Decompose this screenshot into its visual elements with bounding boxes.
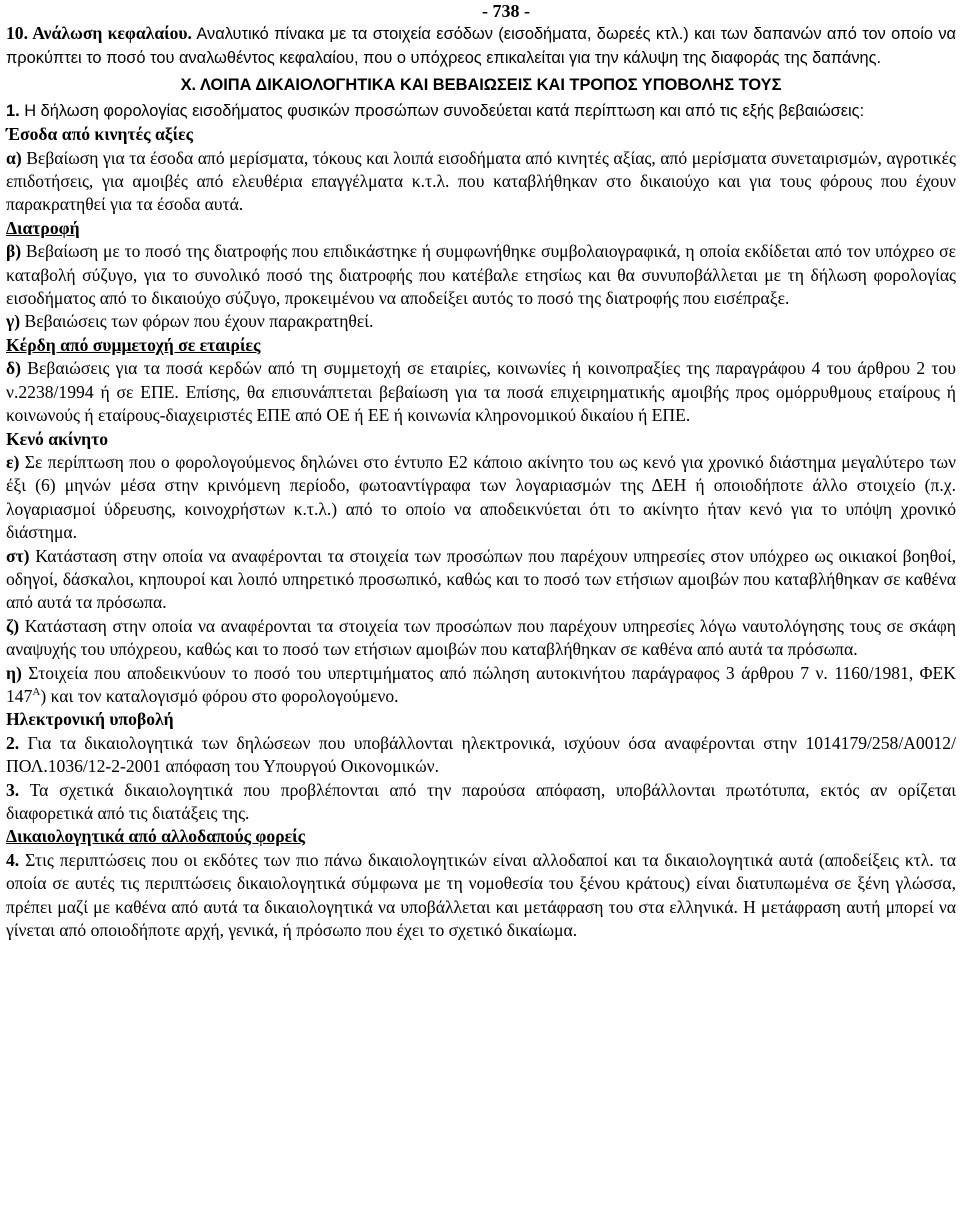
item-i-superscript: Α (32, 686, 41, 699)
item-i-text-before: Στοιχεία που αποδεικνύουν το ποσό του υπερτιμήματος από πώληση αυτοκινήτου παράγραφος 3 άρθρου 7 ν. 1160/1981, ΦΕΚ 147 (6, 662, 956, 706)
item-e-text: Σε περίπτωση που ο φορολογούμενος δηλώνει στο έντυπο Ε2 κάποιο ακίνητο του ως κενό για χρονικό διάστημα μεγαλύτερο των έξι (6) μηνών μέσα στην κρινόμενη περίοδο, φωτοαντίγραφα των λογαριασμών της ΔΕΗ ή οποιοδήποτε άλλο στοιχείο (π.χ. λογαριασμοί ύδρευσης, κοινοχρήστων κ.τ.λ.) από το οποίο να αποδεικνύεται ότι το ακίνητο ήταν κενό για το υπόψη χρονικό διάστημα. (6, 451, 956, 543)
item-b-label: β) (6, 241, 22, 262)
heading-electronic-submission: Ηλεκτρονική υποβολή (6, 709, 174, 730)
intro-text: Αναλυτικό πίνακα με τα στοιχεία εσόδων (εισοδήματα, δωρεές κτλ.) και των δαπανών από τον οποίο να προκύπτει το ποσό του αναλωθέντος κεφαλαίου, που ο υπόχρεος επικαλείται για την κάλυψη της διαφοράς της δαπάνης. (6, 25, 957, 68)
item-i-label: η) (6, 662, 22, 683)
section-title: Χ. ΛΟΙΠΑ ΔΙΚΑΙΟΛΟΓΗΤΙΚΑ ΚΑΙ ΒΕΒΑΙΩΣΕΙΣ ΚΑΙ ΤΡΟΠΟΣ ΥΠΟΒΟΛΗΣ ΤΟΥΣ (180, 75, 782, 94)
item-a-label: α) (6, 147, 22, 168)
item-i-text-after: ) και τον καταλογισμό φόρου στο φορολογούμενο. (40, 685, 399, 706)
item-z-text: Κατάσταση στην οποία να αναφέρονται τα στοιχεία των προσώπων που παρέχουν υπηρεσίες λόγω ναυτολόγησης τους σε σκάφη αναψυχής του υπόχρεου, καθώς και το ποσό των ετήσιων αμοιβών που καταβλήθηκαν σε καθένα από αυτά τα πρόσωπα. (6, 615, 956, 660)
heading-foreign-documents: Δικαιολογητικά από αλλοδαπούς φορείς (6, 826, 305, 847)
item-e-label: ε) (6, 451, 20, 472)
item-st (6, 545, 956, 615)
intro-number: 10. Ανάλωση κεφαλαίου. (6, 23, 192, 43)
item-i (6, 662, 956, 709)
paragraph-3-text: Τα σχετικά δικαιολογητικά που προβλέπονται από την παρούσα απόφαση, υποβάλλονται πρωτότυπα, εκτός αν ορίζεται διαφορετικά από τις διατάξεις της. (6, 779, 956, 823)
paragraph-3 (6, 779, 956, 826)
item-a (6, 147, 956, 217)
heading-vacant-property: Κενό ακίνητο (6, 428, 109, 449)
item-d-text: Βεβαιώσεις για τα ποσά κερδών από τη συμμετοχή σε εταιρίες, κοινωνίες ή κοινοπραξίες της παραγράφου 4 του άρθρου 2 του ν.2238/1994 ή σε ΕΠΕ. Επίσης, θα επισυνάπτεται βεβαίωση για τα ποσά επιχειρηματικής αμοιβής προς ομόρρυθμους εταίρους ή κοινωνούς ή εταίρους-διαχειριστές ΕΠΕ από ΟΕ ή ΕΕ ή κοινωνία κληρονομικού δικαίου ή ΕΠΕ. (6, 358, 956, 426)
item-z (6, 615, 956, 662)
paragraph-1 (6, 99, 956, 123)
page-number: - 738 - (482, 1, 530, 21)
item-e (6, 451, 956, 545)
item-a-text: Βεβαίωση για τα έσοδα από μερίσματα, τόκους και λοιπά εισοδήματα από κινητές αξίας, από μερίσματα συνεταιρισμών, αγροτικές επιδοτήσεις, για αμοιβές από ελευθέρια επαγγέλματα κ.τ.λ. που καταβλήθηκαν στο δικαιούχο και για τους φόρους που έχουν παρακρατηθεί για τα έσοδα αυτά. (6, 147, 956, 215)
item-d-label: δ) (6, 358, 21, 379)
paragraph-1-number: 1. (6, 101, 20, 120)
heading-movable-assets: Έσοδα από κινητές αξίες (6, 124, 194, 145)
heading-alimony: Διατροφή (6, 217, 80, 238)
item-b-text: Βεβαίωση με το ποσό της διατροφής που επιδικάστηκε ή συμφωνήθηκε συμβολαιογραφικά, η οποία εκδίδεται από τον υπόχρεο σε καταβολή σύζυγο, για το συνολικό ποσό της διατροφής που κατέβαλε ετησίως και θα συνυποβάλλεται με τη δήλωση φορολογίας εισοδήματος από το δικαιούχο σύζυγο, προκειμένου να αποδείξει αυτός το ποσό της διατροφής που εισέπραξε. (6, 241, 956, 309)
paragraph-4-number: 4. (6, 849, 20, 870)
heading-company-profits: Κέρδη από συμμετοχή σε εταιρίες (6, 334, 261, 355)
paragraph-2 (6, 732, 956, 779)
paragraph-2-number: 2. (6, 732, 20, 753)
item-c-label: γ) (6, 311, 21, 332)
item-d (6, 357, 956, 427)
item-st-label: στ) (6, 545, 30, 566)
item-c (6, 310, 956, 333)
intro-paragraph (6, 22, 956, 71)
paragraph-2-text: Για τα δικαιολογητικά των δηλώσεων που υποβάλλονται ηλεκτρονικά, ισχύουν όσα αναφέρονται στην 1014179/258/Α0012/ΠΟΛ.1036/12-2-2001 απόφαση του Υπουργού Οικονομικών. (6, 732, 956, 777)
paragraph-3-number: 3. (6, 779, 20, 800)
paragraph-1-text: Η δήλωση φορολογίας εισοδήματος φυσικών προσώπων συνοδεύεται κατά περίπτωση και από τις εξής βεβαιώσεις: (19, 101, 865, 120)
item-c-text: Βεβαιώσεις των φόρων που έχουν παρακρατηθεί. (20, 311, 374, 332)
item-st-text: Κατάσταση στην οποία να αναφέρονται τα στοιχεία των προσώπων που παρέχουν υπηρεσίες στον υπόχρεο ως οικιακοί βοηθοί, οδηγοί, δάσκαλοι, κηπουροί και λοιπό υπηρετικό προσωπικό, καθώς και το ποσό των ετήσιων αμοιβών που καταβλήθηκαν σε καθένα από αυτά τα πρόσωπα. (6, 545, 956, 613)
item-z-label: ζ) (6, 615, 20, 636)
item-b (6, 240, 956, 310)
paragraph-4-text: Στις περιπτώσεις που οι εκδότες των πιο πάνω δικαιολογητικών είναι αλλοδαποί και τα δικαιολογητικά αυτά (αποδείξεις κτλ. τα οποία σε αυτές τις περιπτώσεις δικαιολογητικά σύμφωνα με τη νομοθεσία του ξένου κράτους) είναι διατυπωμένα σε ξένη γλώσσα, πρέπει μαζί με καθένα από αυτά τα δικαιολογητικά να υποβάλλεται και μετάφραση του στα ελληνικά. Η μετάφραση αυτή μπορεί να γίνεται από οποιοδήποτε αρχή, γενικά, ή πρόσωπο που έχει το σχετικό δικαίωμα. (6, 849, 956, 941)
paragraph-4 (6, 849, 956, 943)
